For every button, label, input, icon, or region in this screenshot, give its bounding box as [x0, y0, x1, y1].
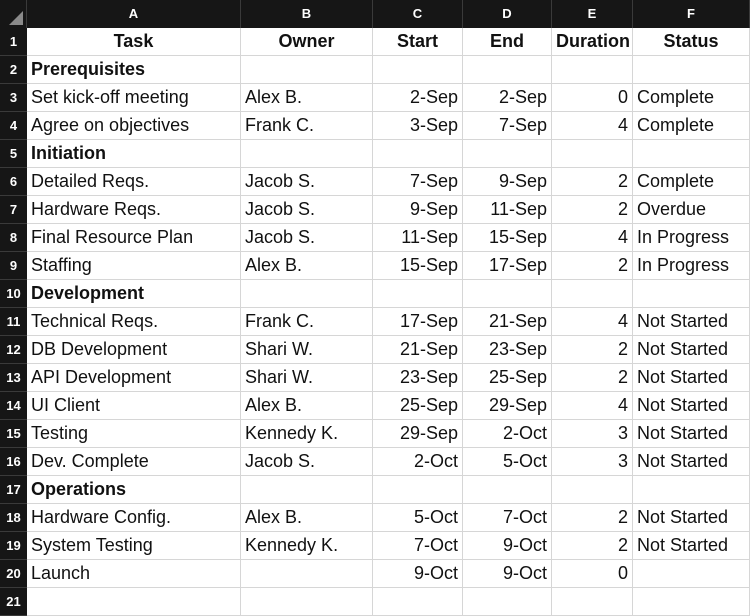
row-header[interactable]: 2 [0, 56, 27, 84]
owner-cell[interactable]: Jacob S. [241, 224, 373, 252]
status-cell[interactable] [633, 280, 750, 308]
row-header[interactable]: 7 [0, 196, 27, 224]
duration-cell[interactable]: 4 [552, 308, 633, 336]
row-header[interactable]: 17 [0, 476, 27, 504]
status-cell[interactable]: In Progress [633, 224, 750, 252]
owner-cell[interactable]: Kennedy K. [241, 420, 373, 448]
status-cell[interactable]: Complete [633, 112, 750, 140]
owner-cell[interactable] [241, 476, 373, 504]
duration-cell[interactable]: 0 [552, 84, 633, 112]
column-header-c[interactable]: C [373, 0, 463, 28]
duration-cell[interactable] [552, 56, 633, 84]
table-row [0, 588, 750, 616]
table-row [0, 84, 750, 112]
duration-cell[interactable]: 2 [552, 196, 633, 224]
task-cell[interactable]: System Testing [27, 532, 241, 560]
section-title-cell[interactable]: Development [27, 280, 241, 308]
start-cell[interactable]: 2-Sep [373, 84, 463, 112]
end-cell[interactable] [463, 140, 552, 168]
task-cell[interactable]: Dev. Complete [27, 448, 241, 476]
start-cell[interactable] [373, 56, 463, 84]
start-cell[interactable]: 23-Sep [373, 364, 463, 392]
end-cell[interactable]: 17-Sep [463, 252, 552, 280]
table-row [0, 364, 750, 392]
owner-cell[interactable]: Kennedy K. [241, 532, 373, 560]
start-cell[interactable] [373, 476, 463, 504]
end-cell[interactable]: 23-Sep [463, 336, 552, 364]
row-header[interactable]: 14 [0, 392, 27, 420]
owner-cell[interactable]: Frank C. [241, 308, 373, 336]
owner-cell[interactable]: Alex B. [241, 252, 373, 280]
owner-cell[interactable]: Jacob S. [241, 196, 373, 224]
owner-cell[interactable] [241, 560, 373, 588]
column-header-d[interactable]: D [463, 0, 552, 28]
row-header[interactable]: 11 [0, 308, 27, 336]
start-cell[interactable]: 29-Sep [373, 420, 463, 448]
end-cell[interactable]: 9-Oct [463, 532, 552, 560]
end-cell[interactable]: 15-Sep [463, 224, 552, 252]
task-cell[interactable]: UI Client [27, 392, 241, 420]
table-row [0, 504, 750, 532]
row-header[interactable]: 10 [0, 280, 27, 308]
table-row [0, 196, 750, 224]
duration-cell[interactable] [552, 588, 633, 616]
task-cell[interactable]: Technical Reqs. [27, 308, 241, 336]
status-cell[interactable]: Not Started [633, 364, 750, 392]
column-header-b[interactable]: B [241, 0, 373, 28]
start-cell[interactable] [373, 140, 463, 168]
end-cell[interactable] [463, 588, 552, 616]
duration-cell[interactable]: 3 [552, 420, 633, 448]
owner-cell[interactable]: Jacob S. [241, 168, 373, 196]
owner-cell[interactable]: Alex B. [241, 84, 373, 112]
column-header-f[interactable]: F [633, 0, 750, 28]
owner-cell[interactable]: Shari W. [241, 364, 373, 392]
status-cell[interactable]: Overdue [633, 196, 750, 224]
end-cell[interactable]: 9-Oct [463, 560, 552, 588]
table-row [0, 224, 750, 252]
column-header-a[interactable]: A [27, 0, 241, 28]
table-row [0, 308, 750, 336]
table-row [0, 112, 750, 140]
duration-cell[interactable]: 2 [552, 532, 633, 560]
row-header[interactable]: 4 [0, 112, 27, 140]
row-header[interactable]: 13 [0, 364, 27, 392]
end-cell[interactable] [463, 280, 552, 308]
task-cell[interactable]: DB Development [27, 336, 241, 364]
section-row [0, 140, 750, 168]
task-cell[interactable]: Set kick-off meeting [27, 84, 241, 112]
status-cell[interactable]: Not Started [633, 392, 750, 420]
column-header-row [0, 0, 750, 28]
row-header[interactable]: 19 [0, 532, 27, 560]
start-cell[interactable]: 9-Sep [373, 196, 463, 224]
start-cell[interactable]: 3-Sep [373, 112, 463, 140]
row-header[interactable]: 21 [0, 588, 27, 616]
end-cell[interactable]: 7-Sep [463, 112, 552, 140]
row-header[interactable]: 12 [0, 336, 27, 364]
table-body [0, 56, 750, 616]
row-header[interactable]: 6 [0, 168, 27, 196]
duration-cell[interactable]: 3 [552, 448, 633, 476]
end-cell[interactable]: 7-Oct [463, 504, 552, 532]
status-cell[interactable]: Complete [633, 168, 750, 196]
start-cell[interactable]: 17-Sep [373, 308, 463, 336]
end-cell[interactable]: 11-Sep [463, 196, 552, 224]
status-cell[interactable]: In Progress [633, 252, 750, 280]
table-row [0, 392, 750, 420]
end-cell[interactable]: 2-Sep [463, 84, 552, 112]
start-cell[interactable]: 25-Sep [373, 392, 463, 420]
owner-cell[interactable]: Alex B. [241, 392, 373, 420]
end-cell[interactable] [463, 476, 552, 504]
header-cell-status[interactable]: Status [633, 28, 750, 56]
status-cell[interactable] [633, 560, 750, 588]
row-header[interactable]: 5 [0, 140, 27, 168]
task-cell[interactable]: Detailed Reqs. [27, 168, 241, 196]
end-cell[interactable]: 25-Sep [463, 364, 552, 392]
start-cell[interactable] [373, 588, 463, 616]
table-row [0, 532, 750, 560]
row-header[interactable]: 15 [0, 420, 27, 448]
task-cell[interactable]: Staffing [27, 252, 241, 280]
end-cell[interactable]: 5-Oct [463, 448, 552, 476]
duration-cell[interactable]: 4 [552, 392, 633, 420]
table-row [0, 336, 750, 364]
status-cell[interactable]: Not Started [633, 336, 750, 364]
owner-cell[interactable] [241, 588, 373, 616]
owner-cell[interactable] [241, 56, 373, 84]
header-cell-task[interactable]: Task [27, 28, 241, 56]
header-cell-end[interactable]: End [463, 28, 552, 56]
row-header[interactable]: 1 [0, 28, 27, 56]
section-title-cell[interactable]: Operations [27, 476, 241, 504]
duration-cell[interactable]: 2 [552, 504, 633, 532]
header-cell-duration[interactable]: Duration [552, 28, 633, 56]
end-cell[interactable] [463, 56, 552, 84]
row-header[interactable]: 20 [0, 560, 27, 588]
table-row [0, 560, 750, 588]
end-cell[interactable]: 9-Sep [463, 168, 552, 196]
header-cell-owner[interactable]: Owner [241, 28, 373, 56]
table-row [0, 420, 750, 448]
start-cell[interactable]: 15-Sep [373, 252, 463, 280]
start-cell[interactable]: 11-Sep [373, 224, 463, 252]
start-cell[interactable]: 7-Sep [373, 168, 463, 196]
owner-cell[interactable]: Jacob S. [241, 448, 373, 476]
status-cell[interactable] [633, 140, 750, 168]
select-all-icon [9, 11, 23, 25]
owner-cell[interactable]: Shari W. [241, 336, 373, 364]
duration-cell[interactable]: 2 [552, 336, 633, 364]
status-cell[interactable] [633, 588, 750, 616]
row-header[interactable]: 16 [0, 448, 27, 476]
owner-cell[interactable]: Frank C. [241, 112, 373, 140]
end-cell[interactable]: 29-Sep [463, 392, 552, 420]
start-cell[interactable]: 5-Oct [373, 504, 463, 532]
task-cell[interactable]: Testing [27, 420, 241, 448]
section-title-cell[interactable]: Prerequisites [27, 56, 241, 84]
section-title-cell[interactable]: Initiation [27, 140, 241, 168]
row-header[interactable]: 8 [0, 224, 27, 252]
end-cell[interactable]: 2-Oct [463, 420, 552, 448]
status-cell[interactable]: Not Started [633, 448, 750, 476]
status-cell[interactable]: Not Started [633, 420, 750, 448]
status-cell[interactable]: Not Started [633, 532, 750, 560]
duration-cell[interactable]: 2 [552, 364, 633, 392]
section-row [0, 476, 750, 504]
owner-cell[interactable]: Alex B. [241, 504, 373, 532]
table-row [0, 252, 750, 280]
status-cell[interactable] [633, 476, 750, 504]
task-cell[interactable]: Final Resource Plan [27, 224, 241, 252]
duration-cell[interactable]: 4 [552, 224, 633, 252]
owner-cell[interactable] [241, 280, 373, 308]
row-header[interactable]: 3 [0, 84, 27, 112]
status-cell[interactable]: Complete [633, 84, 750, 112]
start-cell[interactable]: 21-Sep [373, 336, 463, 364]
select-all-corner[interactable] [0, 0, 27, 28]
table-row [0, 168, 750, 196]
row-header[interactable]: 9 [0, 252, 27, 280]
header-cell-start[interactable]: Start [373, 28, 463, 56]
section-row [0, 56, 750, 84]
status-cell[interactable]: Not Started [633, 308, 750, 336]
task-cell[interactable]: Agree on objectives [27, 112, 241, 140]
duration-cell[interactable] [552, 140, 633, 168]
end-cell[interactable]: 21-Sep [463, 308, 552, 336]
section-row [0, 280, 750, 308]
start-cell[interactable]: 2-Oct [373, 448, 463, 476]
status-cell[interactable]: Not Started [633, 504, 750, 532]
row-header[interactable]: 18 [0, 504, 27, 532]
header-row [0, 28, 750, 56]
task-cell[interactable]: Launch [27, 560, 241, 588]
duration-cell[interactable] [552, 476, 633, 504]
duration-cell[interactable]: 2 [552, 252, 633, 280]
duration-cell[interactable] [552, 280, 633, 308]
task-cell[interactable]: Hardware Reqs. [27, 196, 241, 224]
owner-cell[interactable] [241, 140, 373, 168]
start-cell[interactable] [373, 280, 463, 308]
start-cell[interactable]: 7-Oct [373, 532, 463, 560]
task-cell[interactable] [27, 588, 241, 616]
column-header-e[interactable]: E [552, 0, 633, 28]
duration-cell[interactable]: 4 [552, 112, 633, 140]
table-row [0, 448, 750, 476]
task-cell[interactable]: API Development [27, 364, 241, 392]
duration-cell[interactable]: 0 [552, 560, 633, 588]
task-cell[interactable]: Hardware Config. [27, 504, 241, 532]
duration-cell[interactable]: 2 [552, 168, 633, 196]
status-cell[interactable] [633, 56, 750, 84]
start-cell[interactable]: 9-Oct [373, 560, 463, 588]
